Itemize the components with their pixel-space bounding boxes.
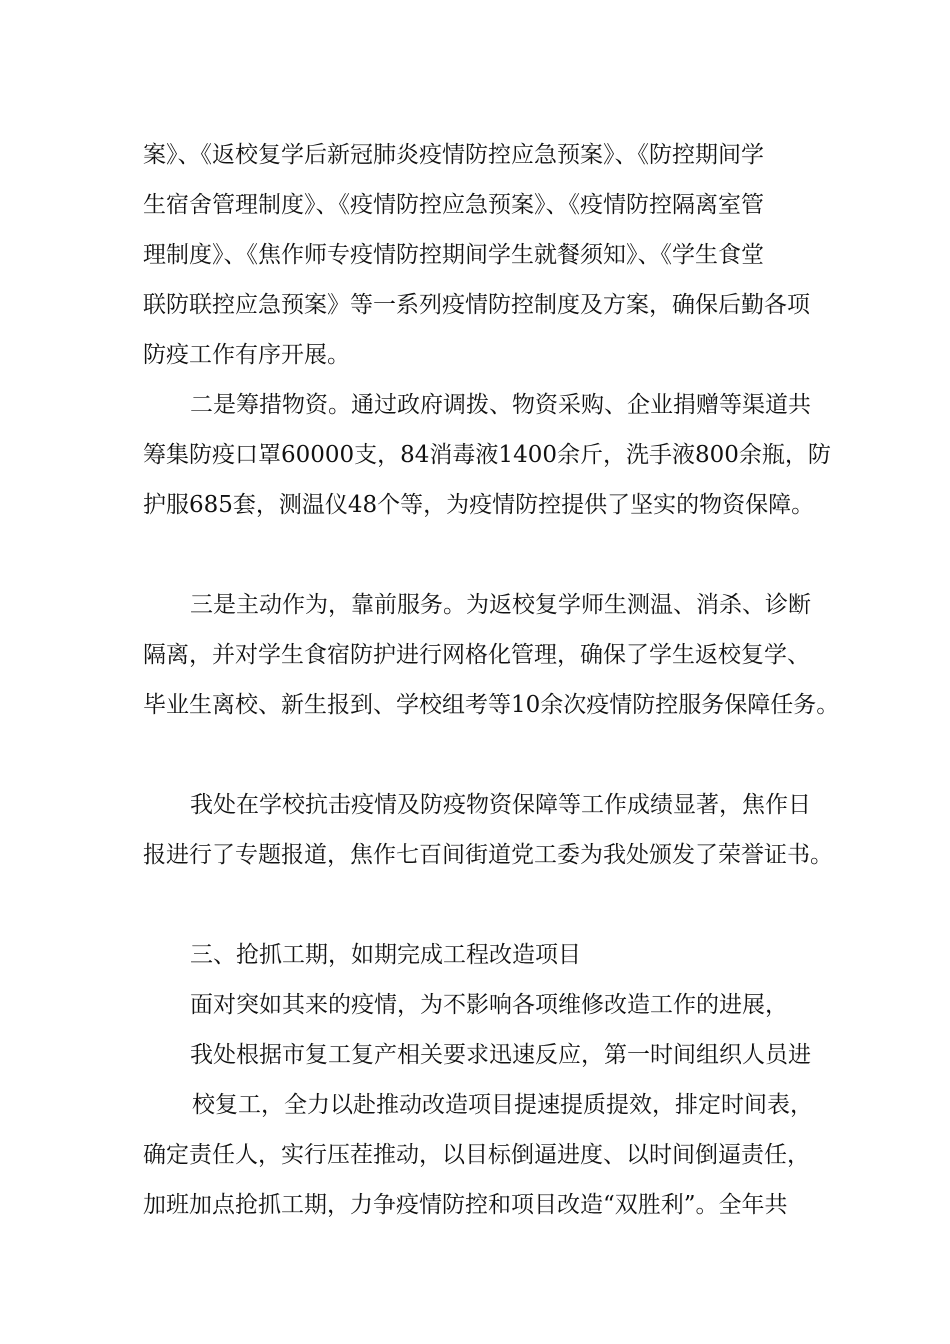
text-line: 防疫工作有序开展。 xyxy=(143,342,350,368)
text-line: 生宿舍管理制度》、《疫情防控应急预案》、《疫情防控隔离室管 xyxy=(143,192,764,218)
text-line: 加班加点抢抓工期，力争疫情防控和项目改造“双胜利”。全年共 xyxy=(143,1192,788,1218)
paragraph-first-line: 二是筹措物资。通过政府调拨、物资采购、企业捐赠等渠道共 xyxy=(190,392,811,418)
text-line: 报进行了专题报道，焦作七百间街道党工委为我处颁发了荣誉证书。 xyxy=(143,842,833,868)
text-line: 护服685套，测温仪48个等，为疫情防控提供了坚实的物资保障。 xyxy=(143,492,815,518)
text-line: 筹集防疫口罩60000支，84消毒液1400余斤，洗手液800余瓶，防 xyxy=(143,442,831,468)
text-line: 理制度》、《焦作师专疫情防控期间学生就餐须知》、《学生食堂 xyxy=(143,242,764,268)
text-line: 案》、《返校复学后新冠肺炎疫情防控应急预案》、《防控期间学 xyxy=(143,142,764,168)
text-line: 我处根据市复工复产相关要求迅速反应，第一时间组织人员进 xyxy=(190,1042,811,1068)
paragraph-first-line: 三是主动作为，靠前服务。为返校复学师生测温、消杀、诊断 xyxy=(190,592,811,618)
text-line: 面对突如其来的疫情，为不影响各项维修改造工作的进展， xyxy=(190,992,788,1018)
paragraph-first-line: 我处在学校抗击疫情及防疫物资保障等工作成绩显著，焦作日 xyxy=(190,792,811,818)
text-line: 确定责任人，实行压茬推动，以目标倒逼进度、以时间倒逼责任， xyxy=(143,1142,810,1168)
text-line: 毕业生离校、新生报到、学校组考等10余次疫情防控服务保障任务。 xyxy=(143,692,840,718)
text-line: 联防联控应急预案》等一系列疫情防控制度及方案，确保后勤各项 xyxy=(143,292,810,318)
text-line: 隔离，并对学生食宿防护进行网格化管理，确保了学生返校复学、 xyxy=(143,642,810,668)
section-heading: 三、抢抓工期，如期完成工程改造项目 xyxy=(190,942,581,968)
text-line: 校复工，全力以赴推动改造项目提速提质提效，排定时间表， xyxy=(192,1092,813,1118)
